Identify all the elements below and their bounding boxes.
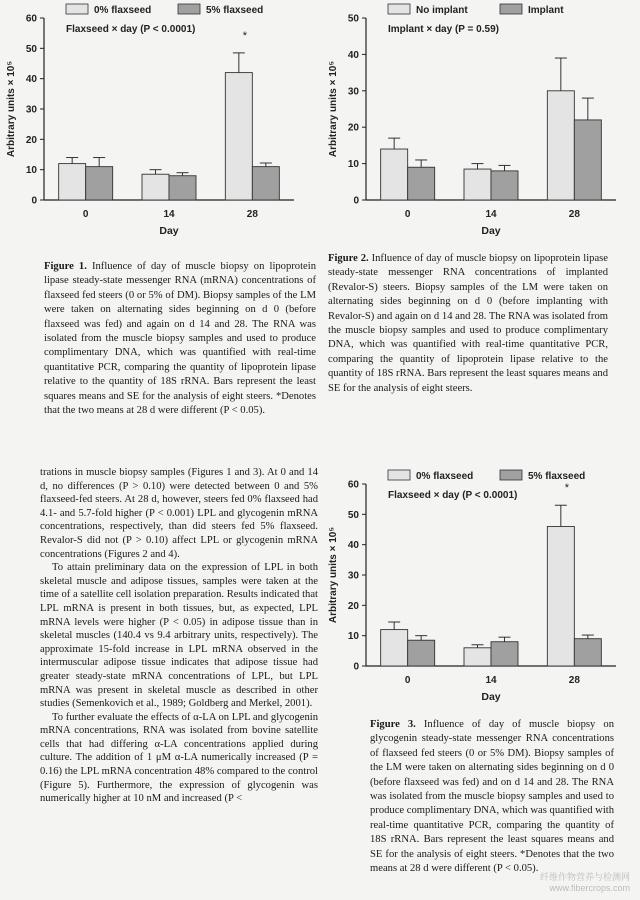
- bar: [142, 174, 169, 200]
- figure-3-svg: [322, 460, 640, 710]
- x-tick-label: 28: [246, 209, 258, 220]
- y-tick-label: 50: [347, 13, 359, 25]
- bar: [86, 167, 113, 200]
- bar: [59, 164, 86, 200]
- legend-label: 5% flaxseed: [206, 5, 264, 16]
- legend-label: 0% flaxseed: [416, 471, 474, 482]
- y-tick-label: 10: [25, 165, 37, 177]
- bar: [464, 648, 491, 666]
- bar: [547, 526, 574, 666]
- bar: [169, 176, 196, 200]
- y-tick-label: 60: [347, 479, 359, 491]
- legend-label: 0% flaxseed: [94, 5, 152, 16]
- x-tick-label: 0: [404, 675, 411, 686]
- y-tick-label: 30: [347, 86, 359, 98]
- bar: [381, 630, 408, 666]
- significance-marker: *: [564, 482, 569, 495]
- watermark-line-2: www.fibercrops.com: [549, 883, 630, 893]
- bar: [225, 73, 252, 200]
- y-tick-label: 40: [25, 74, 37, 86]
- significance-marker: *: [242, 29, 247, 42]
- legend-label: No implant: [416, 5, 468, 16]
- figure-3-chart: [322, 460, 640, 710]
- y-axis-label: Arbitrary units × 10⁵: [328, 60, 339, 158]
- x-axis-label: Day: [481, 225, 501, 237]
- y-axis-label: Arbitrary units × 10⁵: [6, 60, 17, 158]
- bar: [574, 120, 601, 200]
- bar: [408, 640, 435, 666]
- legend-label: 5% flaxseed: [528, 471, 586, 482]
- y-tick-label: 50: [25, 43, 37, 55]
- figure-2-caption-text: Influence of day of muscle biopsy on lipoprotein lipase steady-state messenger RNA concentrations of implanted (Revalor-S) steers. Biopsy samples of the LM were taken on alternating sides beginning on d 0 (before implanting with Revalor-S) and again on d 14 and 28. The RNA was isolated from the muscle biopsy samples and used to produce complimentary DNA, which was quantified with real-time quantitative PCR, comparing the quantity of lipoprotein lipase relative to the quantity of 18S rRNA. Bars represent the least squares means and SE for the analysis of eight steers.: [328, 253, 608, 394]
- legend-swatch: [388, 4, 410, 14]
- x-axis-label: Day: [159, 225, 179, 237]
- bar: [408, 167, 435, 200]
- x-tick-label: 0: [82, 209, 89, 220]
- y-tick-label: 20: [25, 134, 37, 146]
- figure-1-chart: [0, 0, 320, 245]
- y-tick-label: 30: [25, 104, 37, 116]
- y-tick-label: 60: [25, 13, 37, 25]
- y-tick-label: 20: [347, 600, 359, 612]
- body-paragraph-2: To attain preliminary data on the expression of LPL in both skeletal muscle and adipose tissues, samples were taken at the time of a satellite cell isolation preparation. Results indicated that LPL mRNA is present in both tissues, but, as expected, LPL mRNA levels were higher (P < 0.05) in adipose tissue than in skeletal muscles (140.4 vs 9.4 arbitrary units, respectively). The approximate 15-fold increase in LPL mRNA observed in the intermuscular adipose tissue indicates that adipose tissue had greater steady-state mRNA concentrations of LPL, but LPL mRNA was present in skeletal muscle as described in other studies (Semenkovich et al., 1989; Goldberg and Merkel, 2001).: [40, 562, 318, 710]
- x-tick-label: 14: [485, 209, 497, 220]
- bar: [464, 169, 491, 200]
- bar: [491, 171, 518, 200]
- figure-1-caption: [44, 260, 316, 418]
- y-tick-label: 20: [347, 122, 359, 134]
- legend-swatch: [388, 470, 410, 480]
- figure-1-svg: [0, 0, 320, 245]
- body-text: [40, 466, 318, 806]
- interaction-annotation: Flaxseed × day (P < 0.0001): [388, 490, 518, 501]
- legend-swatch: [178, 4, 200, 14]
- figure-2-label: Figure 2.: [328, 253, 369, 264]
- figure-2-svg: [322, 0, 640, 245]
- x-tick-label: 28: [568, 209, 580, 220]
- legend-swatch: [500, 4, 522, 14]
- y-tick-label: 0: [353, 195, 359, 207]
- figure-2-caption: [328, 252, 608, 396]
- legend-swatch: [500, 470, 522, 480]
- body-paragraph-3: To further evaluate the effects of α-LA on LPL and glycogenin mRNA concentrations, RNA was isolated from bovine satellite cells that had differing α-LA concentrations applied during culture. The addition of 1 μM α-LA numerically increased (P = 0.16) the LPL mRNA concentration 48% compared to the control (Figure 5). Furthermore, the expression of glycogenin was numerically higher at 10 nM and increased (P <: [40, 711, 318, 805]
- figure-3-caption: [370, 718, 614, 876]
- watermark-line-1: 纤维作物营养与检测网: [539, 872, 630, 882]
- y-tick-label: 10: [347, 631, 359, 643]
- figure-2-chart: [322, 0, 640, 245]
- interaction-annotation: Flaxseed × day (P < 0.0001): [66, 24, 196, 35]
- x-tick-label: 28: [568, 675, 580, 686]
- bar: [491, 642, 518, 666]
- figure-3-label: Figure 3.: [370, 719, 416, 730]
- legend-swatch: [66, 4, 88, 14]
- y-tick-label: 40: [347, 540, 359, 552]
- x-tick-label: 0: [404, 209, 411, 220]
- y-tick-label: 0: [353, 661, 359, 673]
- x-tick-label: 14: [485, 675, 497, 686]
- y-tick-label: 30: [347, 570, 359, 582]
- bar: [574, 639, 601, 666]
- figure-3-caption-text: Influence of day of muscle biopsy on glycogenin steady-state messenger RNA concentrations of flaxseed fed steers (0 or 5% DM). Biopsy samples of the LM were taken on alternating sides beginning on d 0 (before flaxseed was fed) and on d 14 and 28. The RNA was isolated from the muscle biopsy samples and used to produce complimentary DNA, which was quantified with real-time quantitative PCR, comparing the quantity of 18S rRNA. Bars represent the least squares means and SE for the analysis of eight steers. *Denotes that the two means at 28 d were different (P < 0.05).: [370, 719, 615, 875]
- watermark: [540, 872, 630, 894]
- interaction-annotation: Implant × day (P = 0.59): [388, 24, 499, 35]
- bar: [381, 149, 408, 200]
- x-tick-label: 14: [163, 209, 175, 220]
- y-tick-label: 0: [31, 195, 37, 207]
- figure-1-caption-text: Influence of day of muscle biopsy on lipoprotein lipase steady-state messenger RNA (mRNA) concentrations of flaxseed fed steers (0 or 5% of DM). Biopsy samples of the LM were taken on alternating sides beginning on d 0 (before flaxseed was fed) and again on d 14 and 28. The RNA was isolated from the muscle biopsy samples and used to produce complimentary DNA, which was quantified with real-time quantitative PCR, comparing the quantity of lipoprotein lipase relative to the quantity of 18S rRNA. Bars represent the least squares means and SE for the analysis of eight steers. *Denotes that the two means at 28 d were different (P < 0.05).: [44, 261, 316, 417]
- x-axis-label: Day: [481, 691, 501, 703]
- y-tick-label: 10: [347, 159, 359, 171]
- legend-label: Implant: [528, 5, 564, 16]
- figure-1-label: Figure 1.: [44, 261, 87, 272]
- body-paragraph-1: trations in muscle biopsy samples (Figures 1 and 3). At 0 and 14 d, no differences (P > 0.10) were detected between 0 and 5% flaxseed-fed steers. At 28 d, however, steers fed 0% flaxseed had 4.1- and 5.7-fold higher (P < 0.001) LPL and glycogenin mRNA concentrations, respectively, than did steers fed 5% flaxseed. Revalor-S did not (P > 0.10) affect LPL or glycogenin mRNA concentrations (Figures 2 and 4).: [40, 467, 318, 560]
- bar: [547, 91, 574, 200]
- y-tick-label: 40: [347, 49, 359, 61]
- y-axis-label: Arbitrary units × 10⁵: [328, 526, 339, 624]
- bar: [252, 167, 279, 200]
- y-tick-label: 50: [347, 509, 359, 521]
